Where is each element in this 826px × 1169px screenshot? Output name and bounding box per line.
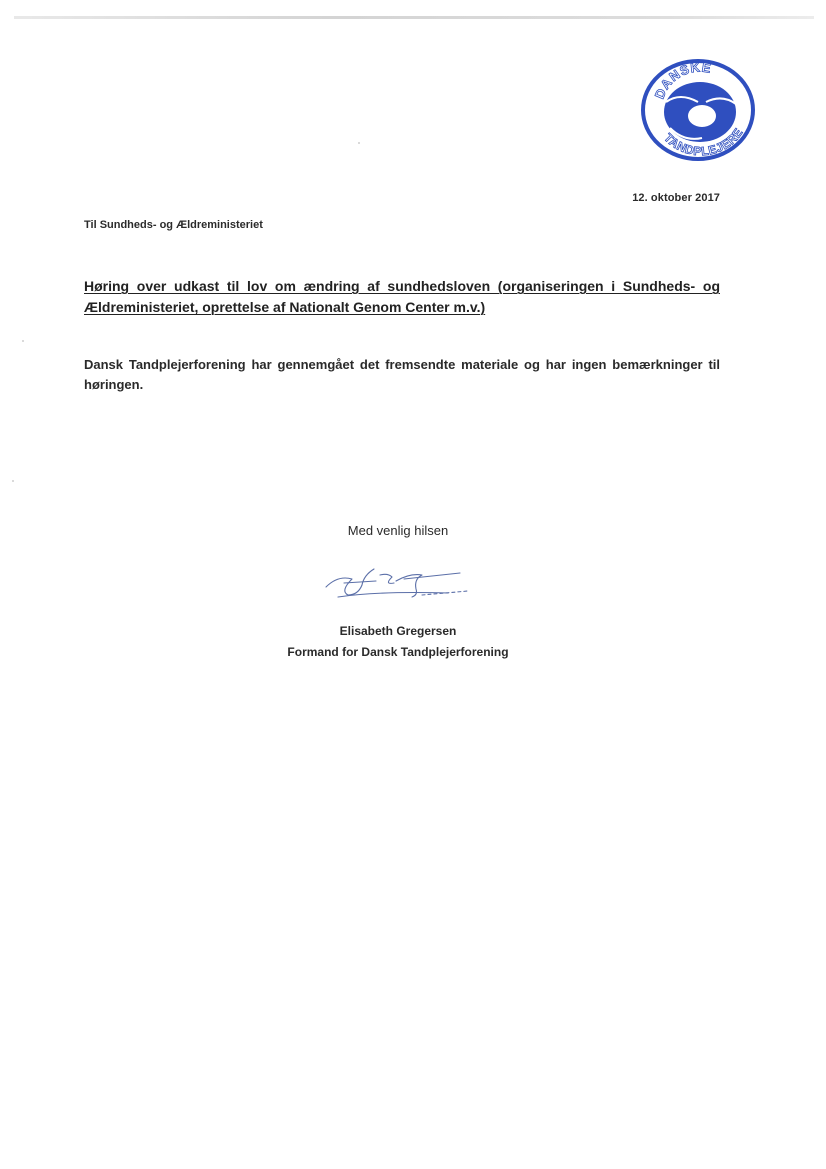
letter-recipient: Til Sundheds- og Ældreministeriet bbox=[84, 219, 263, 231]
letter-subject: Høring over udkast til lov om ændring af sundhedsloven (organiseringen i Sundheds- og Ældreministeriet, oprettelse af Nationalt Genom Center m.v.) bbox=[84, 278, 720, 315]
scan-speck bbox=[12, 480, 14, 482]
scan-speck bbox=[358, 142, 360, 144]
letter-body: Dansk Tandplejerforening har gennemgået det fremsendte materiale og har ingen bemærkninger til høringen. bbox=[84, 357, 720, 392]
scan-speck bbox=[22, 340, 24, 342]
letter-date: 12. oktober 2017 bbox=[632, 192, 720, 204]
dental-bib-logo-icon bbox=[640, 58, 756, 162]
logo-top-text: DANSKE bbox=[651, 59, 713, 101]
letter-closing: Med venlig hilsen bbox=[347, 523, 449, 538]
logo-bottom-text: TANDPLEJERE bbox=[661, 125, 746, 159]
signer-title: Formand for Dansk Tandplejerforening bbox=[287, 645, 509, 659]
signer-name: Elisabeth Gregersen bbox=[339, 624, 457, 638]
handwritten-signature-icon bbox=[318, 561, 474, 603]
scan-edge-line bbox=[14, 16, 814, 19]
